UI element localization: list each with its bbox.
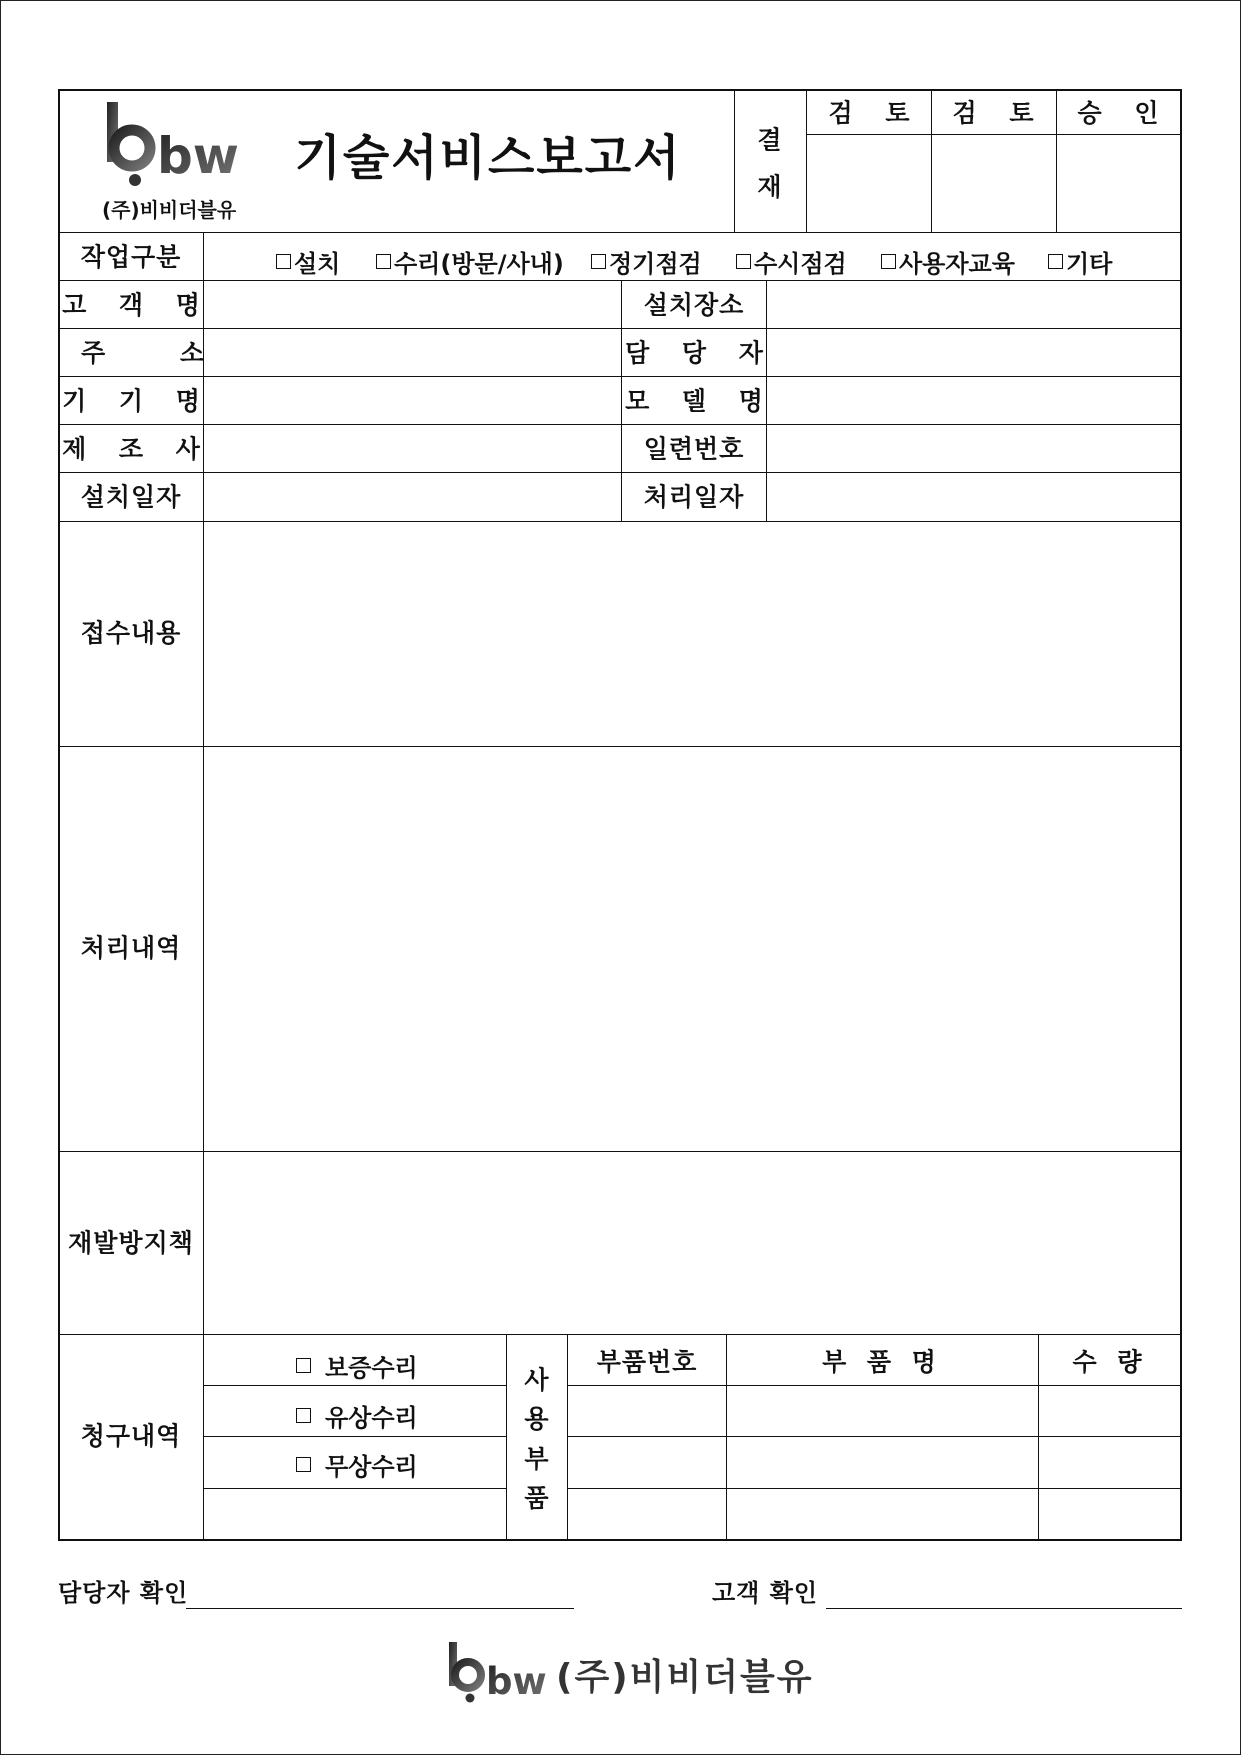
model-name-label: 모 델 명 bbox=[625, 386, 775, 416]
billing-section-label: 청구내역 bbox=[80, 1421, 182, 1451]
divider bbox=[567, 1488, 1181, 1489]
divider bbox=[203, 232, 204, 1540]
work-type-option-other[interactable] bbox=[1048, 244, 1112, 279]
option-label: 수시점검 bbox=[754, 250, 847, 278]
divider bbox=[59, 376, 1181, 377]
reception-section-label: 접수내용 bbox=[80, 618, 182, 648]
checkbox-icon[interactable] bbox=[276, 254, 291, 269]
footer-logo bbox=[448, 1640, 558, 1714]
work-type-option-adhoc-check[interactable] bbox=[736, 244, 847, 279]
option-label: 보증수리 bbox=[325, 1354, 418, 1382]
manager-label: 담 당 자 bbox=[625, 338, 775, 368]
divider bbox=[59, 1151, 1181, 1152]
install-date-label: 설치일자 bbox=[80, 482, 182, 512]
divider bbox=[59, 232, 1181, 233]
approval-label-top: 결 bbox=[757, 125, 783, 155]
company-small-name: (주)비비더블유 bbox=[102, 198, 237, 222]
divider bbox=[1038, 1334, 1039, 1540]
divider bbox=[59, 328, 1181, 329]
approval-label-bottom: 재 bbox=[757, 172, 783, 202]
checkbox-icon[interactable] bbox=[296, 1408, 311, 1423]
device-name-label: 기 기 명 bbox=[62, 386, 212, 416]
work-type-option-regular-check[interactable] bbox=[591, 244, 702, 279]
billing-option-paid[interactable] bbox=[296, 1398, 418, 1433]
divider bbox=[59, 1334, 1181, 1335]
processing-section-label: 처리내역 bbox=[80, 933, 182, 963]
divider bbox=[59, 521, 1181, 522]
customer-confirm-label: 고객 확인 bbox=[712, 1579, 819, 1607]
option-label: 정기점검 bbox=[609, 250, 702, 278]
svg-text:bw: bw bbox=[157, 127, 239, 185]
address-label: 주 소 bbox=[81, 338, 213, 368]
divider bbox=[204, 1488, 506, 1489]
serial-number-label: 일련번호 bbox=[643, 434, 745, 464]
billing-option-free[interactable] bbox=[296, 1447, 418, 1482]
option-label: 설치 bbox=[294, 250, 341, 278]
part-number-header: 부품번호 bbox=[596, 1347, 698, 1377]
divider bbox=[204, 1385, 506, 1386]
parts-label-1: 사 bbox=[524, 1365, 550, 1395]
install-location-label: 설치장소 bbox=[643, 290, 745, 320]
divider bbox=[59, 280, 1181, 281]
divider bbox=[734, 90, 735, 232]
staff-confirm-label: 담당자 확인 bbox=[58, 1579, 189, 1607]
report-form bbox=[58, 89, 1182, 1541]
checkbox-icon[interactable] bbox=[881, 254, 896, 269]
svg-text:bw: bw bbox=[486, 1660, 547, 1703]
checkbox-icon[interactable] bbox=[1048, 254, 1063, 269]
footer-company-name: (주)비비더블유 bbox=[556, 1657, 814, 1698]
checkbox-icon[interactable] bbox=[736, 254, 751, 269]
option-label: 사용자교육 bbox=[899, 250, 1015, 278]
option-label: 유상수리 bbox=[325, 1404, 418, 1432]
quantity-header: 수 량 bbox=[1072, 1347, 1148, 1377]
parts-label-4: 품 bbox=[524, 1483, 550, 1513]
divider bbox=[59, 746, 1181, 747]
page-title: 기술서비스보고서 bbox=[294, 130, 682, 186]
work-type-option-user-training[interactable] bbox=[881, 244, 1015, 279]
divider bbox=[567, 1334, 568, 1540]
staff-signature-line[interactable] bbox=[186, 1608, 574, 1609]
work-type-option-install[interactable] bbox=[276, 244, 340, 279]
divider bbox=[806, 90, 807, 232]
part-name-header: 부 품 명 bbox=[822, 1347, 942, 1377]
checkbox-icon[interactable] bbox=[296, 1457, 311, 1472]
divider bbox=[806, 134, 1181, 135]
billing-option-warranty[interactable] bbox=[296, 1348, 418, 1383]
divider bbox=[726, 1334, 727, 1540]
customer-signature-line[interactable] bbox=[826, 1608, 1182, 1609]
option-label: 수리(방문/사내) bbox=[394, 250, 564, 278]
divider bbox=[204, 1436, 506, 1437]
divider bbox=[59, 424, 1181, 425]
divider bbox=[567, 1385, 1181, 1386]
parts-label-2: 용 bbox=[524, 1404, 550, 1434]
process-date-label: 처리일자 bbox=[643, 482, 745, 512]
approval-review-2: 검 토 bbox=[952, 98, 1046, 128]
divider bbox=[931, 90, 932, 232]
divider bbox=[567, 1436, 1181, 1437]
option-label: 기타 bbox=[1066, 250, 1113, 278]
prevention-section-label: 재발방지책 bbox=[68, 1228, 194, 1258]
approval-approve: 승 인 bbox=[1077, 98, 1171, 128]
approval-review-1: 검 토 bbox=[828, 98, 922, 128]
checkbox-icon[interactable] bbox=[296, 1358, 311, 1373]
divider bbox=[1056, 90, 1057, 232]
customer-name-label: 고 객 명 bbox=[62, 290, 212, 320]
parts-label-3: 부 bbox=[524, 1444, 550, 1474]
checkbox-icon[interactable] bbox=[376, 254, 391, 269]
work-type-option-repair[interactable] bbox=[376, 244, 564, 279]
option-label: 무상수리 bbox=[325, 1453, 418, 1481]
divider bbox=[506, 1334, 507, 1540]
manufacturer-label: 제 조 사 bbox=[62, 434, 212, 464]
checkbox-icon[interactable] bbox=[591, 254, 606, 269]
work-type-label: 작업구분 bbox=[80, 242, 182, 272]
divider bbox=[621, 280, 622, 521]
divider bbox=[59, 472, 1181, 473]
bbw-logo-icon bbox=[448, 1640, 558, 1710]
